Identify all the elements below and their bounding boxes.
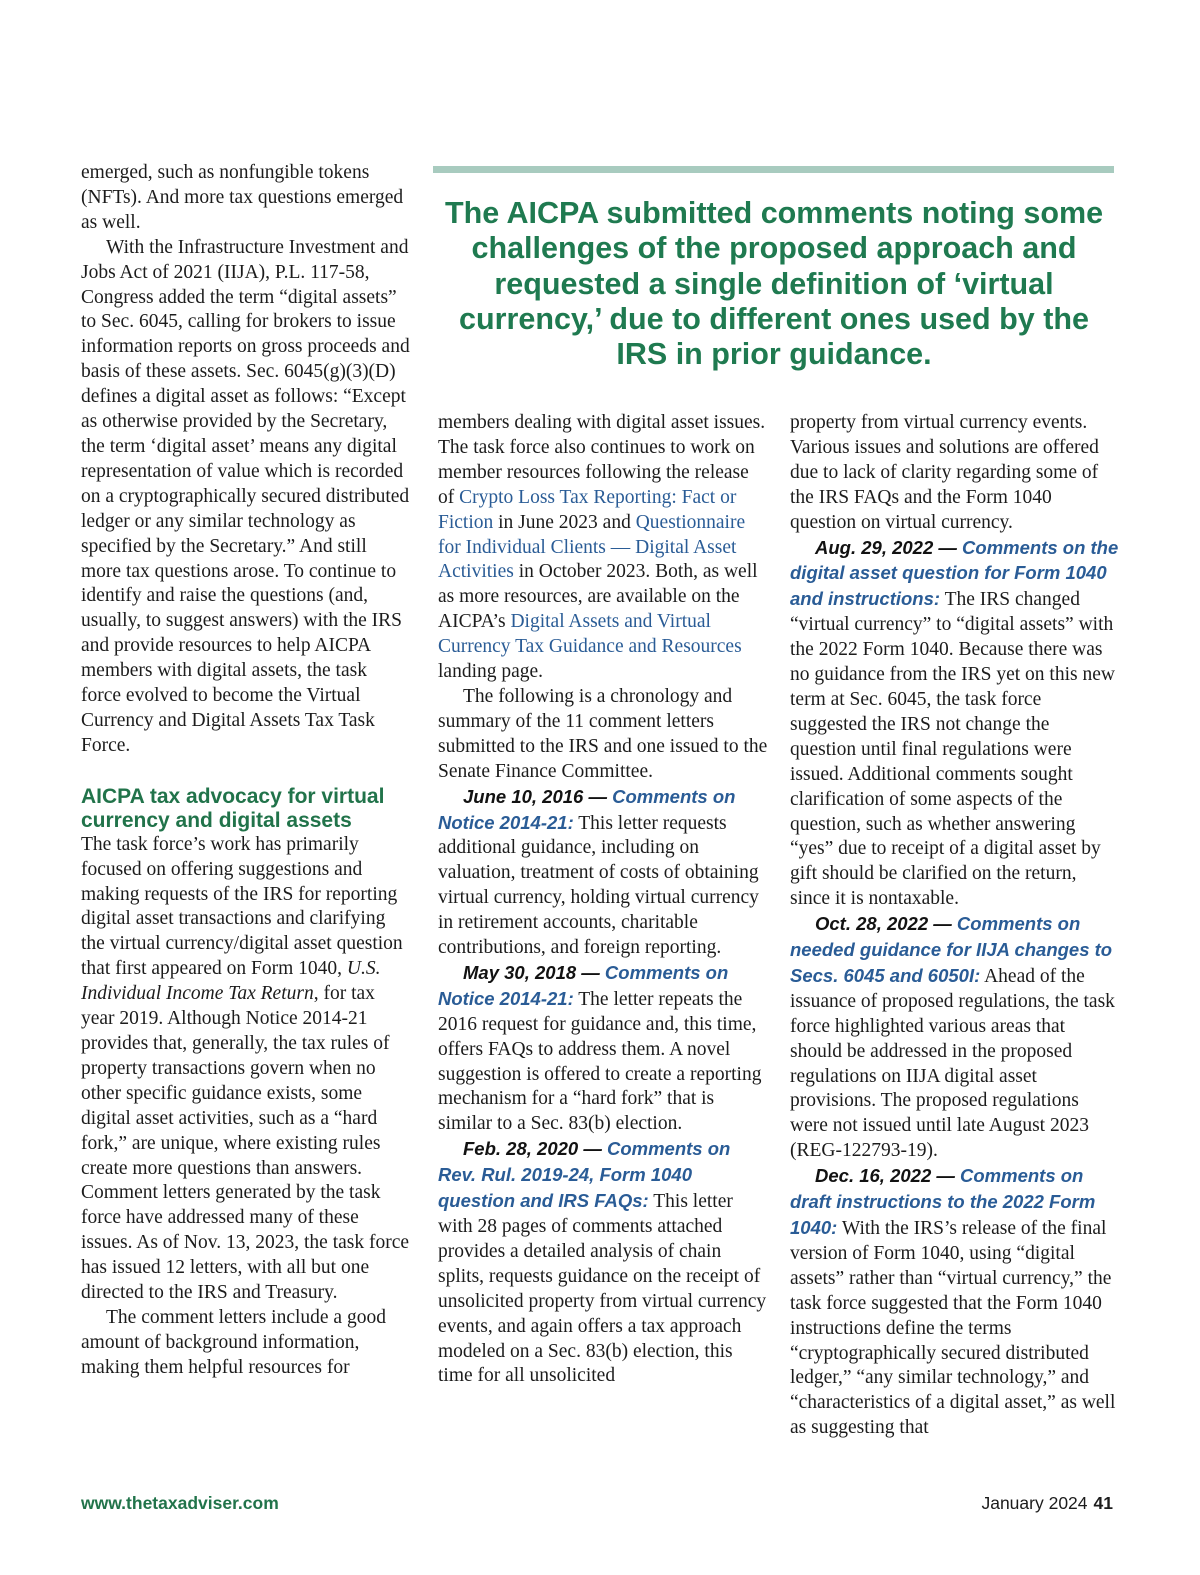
column-2 xyxy=(438,411,768,1389)
entry-date: Aug. 29, 2022 — xyxy=(815,536,963,558)
link-questionnaire-digital-asset-activities[interactable]: Questionnaire for Individual Clients — Digital Asset Activities xyxy=(438,511,746,583)
entry-date: Feb. 28, 2020 — xyxy=(463,1138,607,1160)
pull-quote: The AICPA submitted comments noting some challenges of the proposed approach and requested a single definition of ‘virtual currency,’ due to different ones used by the IRS in prior guidance. xyxy=(444,196,1104,372)
entry-date: June 10, 2016 — xyxy=(463,785,613,807)
paragraph: members dealing with digital asset issues. The task force also continues to work on member resources following the release of Crypto Loss Tax Reporting: Fact or Fiction in June 2023 and Questionnaire for Individual Clients — Digital Asset Activities in October 2023. Both, as well as more resources, are available on the AICPA’s Digital Assets and Virtual Currency Tax Guidance and Resources landing page. xyxy=(438,412,766,683)
form-title: U.S. Individual Income Tax Return xyxy=(81,958,381,1005)
link-crypto-loss-tax-reporting[interactable]: Crypto Loss Tax Reporting: Fact or Fiction xyxy=(438,486,737,533)
footer-url[interactable]: www.thetaxadviser.com xyxy=(81,1493,279,1513)
entry-date: May 30, 2018 — xyxy=(463,961,605,983)
section-heading: AICPA tax advocacy for virtual currency and digital assets xyxy=(81,784,385,832)
page-number: 41 xyxy=(1093,1493,1113,1513)
footer-date: January 2024 xyxy=(981,1493,1088,1513)
chronology-entry: Dec. 16, 2022 — Comments on draft instructions to the 2022 Form 1040: With the IRS’s release of the final version of Form 1040, using “digital assets” rather than “virtual currency,” the task force suggested that the Form 1040 instructions define the terms “cryptographically secured distributed ledger,” “any similar technology,” and “characteristics of a digital asset,” as well as suggesting that xyxy=(790,1165,1116,1439)
footer-issue xyxy=(981,1493,1113,1514)
column-3 xyxy=(790,411,1120,1441)
chronology-entry: Oct. 28, 2022 — Comments on needed guidance for IIJA changes to Secs. 6045 and 6050I: Ahead of the issuance of proposed regulations, the task force highlighted various areas that should be addressed in the proposed regulations on IIJA digital asset provisions. The proposed regulations were not issued until late August 2023 (REG-122793-19). xyxy=(790,913,1115,1162)
chronology-entry: Aug. 29, 2022 — Comments on the digital asset question for Form 1040 and instructions: The IRS changed “virtual currency” to “digital assets” with the 2022 Form 1040. Because there was no guidance from the IRS yet on this new term at Sec. 6045, the task force suggested the IRS not change the question until final regulations were issued. Additional comments sought clarification of some aspects of the question, such as whether answering “yes” due to receipt of a digital asset by gift should be clarified on the return, since it is nontaxable. xyxy=(790,536,1119,910)
paragraph: The task force’s work has primarily focused on offering suggestions and making requests of the IRS for reporting digital asset transactions and clarifying the virtual currency/digital asset question that first appeared on Form 1040, U.S. Individual Income Tax Return, for tax year 2019. Although Notice 2014-21 provides that, generally, the tax rules of property transactions govern when no other specific guidance exists, some digital asset activities, such as a “hard fork,” are unique, where existing rules create more questions than answers. Comment letters generated by the task force have addressed many of these issues. As of Nov. 13, 2023, the task force has issued 12 letters, with all but one directed to the IRS and Treasury. xyxy=(81,833,410,1304)
entry-link[interactable]: Comments on Notice 2014-21: xyxy=(438,785,736,833)
link-digital-assets-tax-guidance[interactable]: Digital Assets and Virtual Currency Tax Guidance and Resources xyxy=(438,611,742,658)
entry-link[interactable]: Comments on the digital asset question for Form 1040 and instructions: xyxy=(790,536,1119,610)
paragraph: property from virtual currency events. Various issues and solutions are offered due to lack of clarity regarding some of the IRS FAQs and the Form 1040 question on virtual currency. xyxy=(790,412,1099,533)
paragraph: The following is a chronology and summary of the 11 comment letters submitted to the IRS and one issued to the Senate Finance Committee. xyxy=(438,685,768,782)
paragraph: emerged, such as nonfungible tokens (NFTs). And more tax questions emerged as well. xyxy=(81,162,404,233)
entry-link[interactable]: Comments on Rev. Rul. 2019-24, Form 1040 question and IRS FAQs: xyxy=(438,1138,731,1212)
paragraph: The comment letters include a good amount of background information, making them helpful resources for xyxy=(81,1306,386,1378)
chronology-entry: June 10, 2016 — Comments on Notice 2014-21: This letter requests additional guidance, including on valuation, treatment of costs of obtaining virtual currency, holding virtual currency in retirement accounts, charitable contributions, and foreign reporting. xyxy=(438,785,759,959)
paragraph: With the Infrastructure Investment and Jobs Act of 2021 (IIJA), P.L. 117-58, Congress added the term “digital assets” to Sec. 6045, calling for brokers to issue information reports on gross proceeds and basis of these assets. Sec. 6045(g)(3)(D) defines a digital asset as follows: “Except as otherwise provided by the Secretary, the term ‘digital asset’ means any digital representation of value which is recorded on a cryptographically secured distributed ledger or any similar technology as specified by the Secretary.” And still more tax questions arose. To continue to identify and raise the questions (and, usually, to suggest answers) with the IRS and provide resources to help AICPA members with digital assets, the task force evolved to become the Virtual Currency and Digital Assets Tax Task Force. xyxy=(81,236,410,756)
entry-link[interactable]: Comments on draft instructions to the 2022 Form 1040: xyxy=(790,1165,1096,1238)
column-1 xyxy=(81,161,411,1381)
pull-quote-rule xyxy=(433,166,1114,173)
chronology-entry: Feb. 28, 2020 — Comments on Rev. Rul. 2019-24, Form 1040 question and IRS FAQs: This letter with 28 pages of comments attached provides a detailed analysis of chain splits, requests guidance on the receipt of unsolicited property from virtual currency events, and again offers a tax approach modeled on a Sec. 83(b) election, this time for all unsolicited xyxy=(438,1138,767,1387)
chronology-entry: May 30, 2018 — Comments on Notice 2014-21: The letter repeats the 2016 request for guidance and, this time, offers FAQs to address them. A novel suggestion is offered to create a reporting mechanism for a “hard fork” that is similar to a Sec. 83(b) election. xyxy=(438,961,762,1135)
entry-link[interactable]: Comments on needed guidance for IIJA changes to Secs. 6045 and 6050I: xyxy=(790,913,1113,986)
entry-date: Oct. 28, 2022 — xyxy=(815,913,957,935)
entry-date: Dec. 16, 2022 — xyxy=(815,1165,961,1187)
entry-link[interactable]: Comments on Notice 2014-21: xyxy=(438,961,729,1009)
